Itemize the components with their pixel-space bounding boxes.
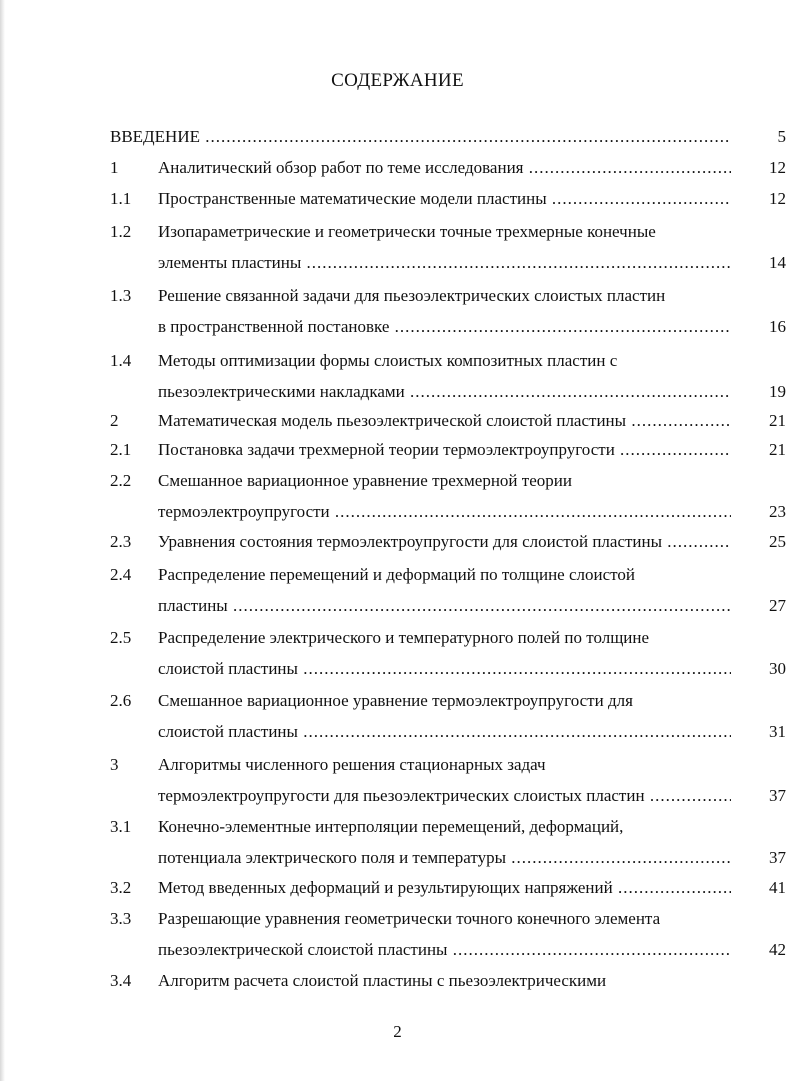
toc-entry-page: 30	[769, 659, 786, 678]
toc-entry-title: Изопараметрические и геометрически точные трехмерные конечные	[158, 222, 656, 241]
toc-entry-title: потенциала электрического поля и температуры .....	[158, 847, 731, 869]
toc-entry-line	[110, 785, 786, 807]
toc-entry-title: Смешанное вариационное уравнение термоэлектроупругости для	[158, 691, 633, 710]
toc-entry-page: 41	[769, 878, 786, 897]
toc-entry-page: 12	[769, 189, 786, 208]
toc-entry-number: 3.2	[110, 878, 132, 897]
toc-entry-title: Конечно-элементные интерполяции перемещений, деформаций,	[158, 817, 624, 836]
scan-edge-shadow	[0, 0, 5, 1081]
page-title: СОДЕРЖАНИЕ	[331, 70, 464, 91]
toc-entry-number: 1.2	[110, 222, 132, 241]
toc-entry-page: 16	[769, 317, 786, 336]
toc-entry-line	[110, 816, 786, 838]
toc-entry-line	[110, 316, 786, 338]
toc-entry-title: термоэлектроупругости .....	[158, 501, 731, 523]
toc-entry-page: 37	[769, 848, 786, 867]
toc-entry-page: 21	[769, 440, 786, 459]
toc-entry-line	[110, 721, 786, 743]
toc-entry-line	[110, 531, 786, 553]
toc-entry-page: 5	[777, 127, 786, 146]
toc-entry-number: 2.3	[110, 532, 132, 551]
toc-entry-title: Методы оптимизации формы слоистых композитных пластин с	[158, 351, 618, 370]
toc-entry-line	[110, 877, 786, 899]
toc-entry-line	[110, 470, 786, 492]
toc-entry-line	[110, 595, 786, 617]
toc-entry-number: 1.1	[110, 189, 132, 208]
toc-entry-line	[110, 501, 786, 523]
toc-entry-number: 3.1	[110, 817, 132, 836]
toc-entry-title: в пространственной постановке .....	[158, 316, 731, 338]
toc-entry-page: 42	[769, 940, 786, 959]
toc-entry-number: 2.2	[110, 471, 132, 490]
toc-entry-title: Метод введенных деформаций и результирующих напряжений .....	[158, 877, 731, 899]
toc-entry-page: 37	[769, 786, 786, 805]
toc-entry-number: 2.1	[110, 440, 132, 459]
toc-entry-title: Алгоритм расчета слоистой пластины с пьезоэлектрическими	[158, 971, 607, 990]
toc-entry-line	[110, 754, 786, 776]
toc-entry-number: 3.4	[110, 971, 132, 990]
toc-entry-page: 31	[769, 722, 786, 741]
toc-entry-title: Алгоритмы численного решения стационарных задач	[158, 755, 546, 774]
toc-entry-line	[110, 690, 786, 712]
toc-entry-page: 21	[769, 411, 786, 430]
toc-entry-line	[110, 350, 786, 372]
toc-entry-page: 19	[769, 382, 786, 401]
toc-entry-title: слоистой пластины .....	[158, 721, 731, 743]
toc-entry-number: 1	[110, 158, 119, 177]
toc-entry-line	[110, 285, 786, 307]
toc-entry-number: 3	[110, 755, 119, 774]
toc-entry-line	[110, 847, 786, 869]
toc-entry-line	[110, 188, 786, 210]
toc-entry-page: 23	[769, 502, 786, 521]
toc-entry-line	[110, 658, 786, 680]
toc-entry-page: 12	[769, 158, 786, 177]
toc-entry-title: пластины .....	[158, 595, 731, 617]
toc-entry-line	[110, 970, 786, 992]
toc-entry-title: элементы пластины .....	[158, 252, 731, 274]
toc-entry-line	[110, 221, 786, 243]
toc-entry-title: пьезоэлектрическими накладками .....	[158, 381, 731, 403]
toc-entry-line	[110, 157, 786, 179]
toc-entry-line	[110, 908, 786, 930]
toc-entry-number: 1.3	[110, 286, 132, 305]
toc-entry-title: пьезоэлектрической слоистой пластины .....	[158, 939, 731, 961]
toc-entry-title: Смешанное вариационное уравнение трехмерной теории	[158, 471, 572, 490]
page-number: 2	[393, 1022, 402, 1041]
toc-entry-title: Пространственные математические модели пластины .....	[158, 188, 731, 210]
toc-entry-title: Распределение электрического и температурного полей по толщине	[158, 628, 650, 647]
toc-entry-title: Математическая модель пьезоэлектрической слоистой пластины .....	[158, 410, 731, 432]
toc-entry-line	[110, 381, 786, 403]
toc-entry-number: 3.3	[110, 909, 132, 928]
toc-entry-line	[110, 939, 786, 961]
toc-entry-title: Распределение перемещений и деформаций по толщине слоистой	[158, 565, 635, 584]
toc-entry-number: 2.5	[110, 628, 132, 647]
toc-entry-title: слоистой пластины .....	[158, 658, 731, 680]
toc-entry-page: 25	[769, 532, 786, 551]
toc-entry-line	[110, 564, 786, 586]
toc-entry-title: ВВЕДЕНИЕ .....	[110, 126, 731, 148]
toc-entry-line	[110, 252, 786, 274]
toc-entry-line	[110, 126, 786, 148]
toc-entry-title: Постановка задачи трехмерной теории термоэлектроупругости .....	[158, 439, 731, 461]
toc-entry-title: термоэлектроупругости для пьезоэлектрических слоистых пластин .....	[158, 785, 731, 807]
toc-entry-line	[110, 627, 786, 649]
toc-entry-page: 14	[769, 253, 786, 272]
toc-entry-title: Решение связанной задачи для пьезоэлектрических слоистых пластин	[158, 286, 666, 305]
toc-entry-title: Уравнения состояния термоэлектроупругости для слоистой пластины .....	[158, 531, 731, 553]
toc-entry-number: 2.4	[110, 565, 132, 584]
toc-entry-title: Аналитический обзор работ по теме исследования .....	[158, 157, 731, 179]
toc-entry-number: 1.4	[110, 351, 132, 370]
toc-entry-line	[110, 410, 786, 432]
toc-entry-page: 27	[769, 596, 786, 615]
toc-entry-title: Разрешающие уравнения геометрически точного конечного элемента	[158, 909, 661, 928]
toc-entry-line	[110, 439, 786, 461]
toc-entry-number: 2.6	[110, 691, 132, 710]
toc-entry-number: 2	[110, 411, 119, 430]
